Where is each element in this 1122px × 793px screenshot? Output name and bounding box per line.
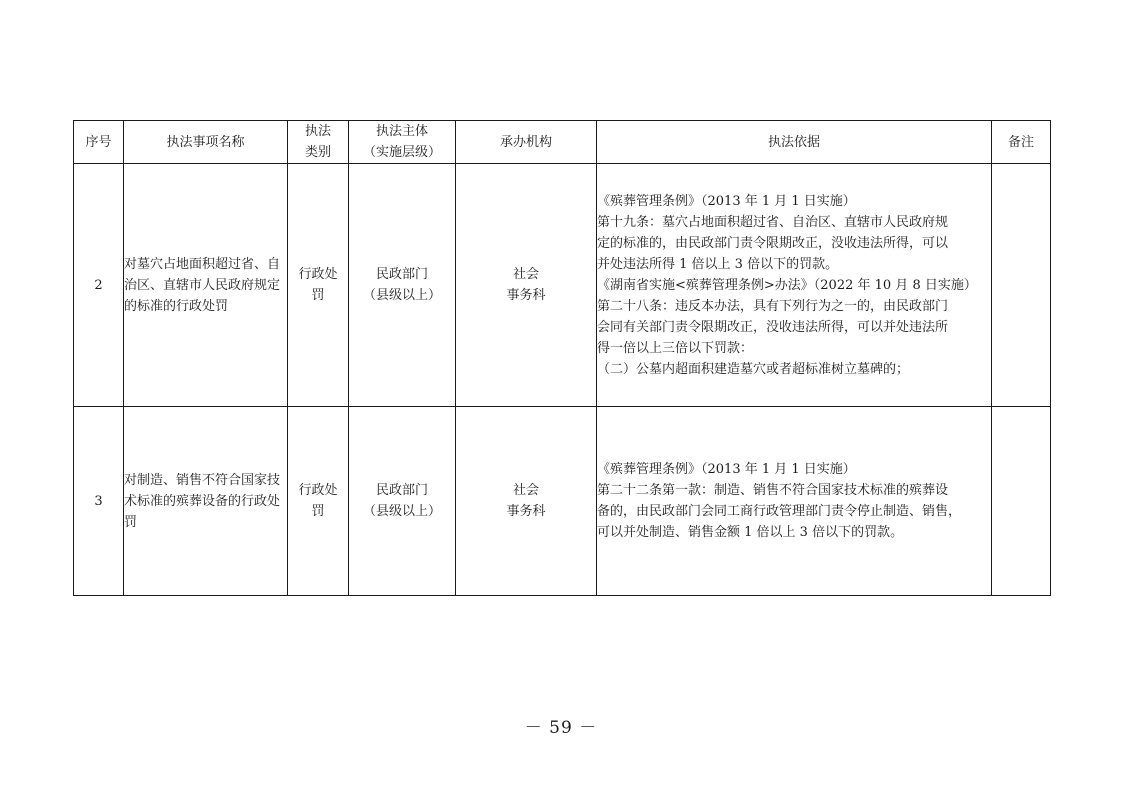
- basis-line: 《湖南省实施<殡葬管理条例>办法》（2022 年 10 月 8 日实施）: [597, 277, 977, 293]
- cell-seq: 3: [74, 407, 124, 596]
- cell-subject-line-1: 民政部门: [375, 483, 428, 498]
- cell-agency-line-1: 社会: [512, 483, 539, 498]
- basis-line: 得一倍以上三倍以下罚款：: [597, 340, 754, 356]
- cell-category: [288, 407, 349, 596]
- cell-category: [288, 164, 349, 407]
- basis-line: 第二十八条：违反本办法，具有下列行为之一的，由民政部门: [597, 298, 949, 314]
- cell-agency-line-2: 事务科: [506, 504, 546, 519]
- basis-line: 定的标准的，由民政部门责令限期改正，没收违法所得，可以: [597, 235, 949, 251]
- header-category: [288, 121, 349, 164]
- header-subject-line-1: 执法主体: [375, 124, 428, 139]
- cell-category-line-1: 行政处: [298, 267, 338, 282]
- header-category-line-2: 类别: [304, 145, 331, 160]
- header-seq: 序号: [74, 121, 124, 164]
- cell-subject: [349, 164, 456, 407]
- cell-subject: [349, 407, 456, 596]
- header-remarks: 备注: [992, 121, 1051, 164]
- header-subject-line-2: （实施层级）: [362, 145, 441, 160]
- basis-line: 备的，由民政部门会同工商行政管理部门责令停止制造、销售，: [597, 504, 962, 519]
- cell-remarks: [992, 164, 1051, 407]
- cell-seq: 2: [74, 164, 124, 407]
- cell-agency-line-1: 社会: [512, 267, 539, 282]
- table-header-row: [74, 121, 1051, 164]
- cell-agency-line-2: 事务科: [506, 288, 546, 303]
- cell-basis: [597, 407, 992, 596]
- basis-line: 第十九条：墓穴占地面积超过省、自治区、直辖市人民政府规: [597, 214, 949, 230]
- header-subject: [349, 121, 456, 164]
- page-number: － 59 －: [524, 718, 598, 738]
- header-agency: 承办机构: [456, 121, 597, 164]
- cell-item-name: 对墓穴占地面积超过省、自治区、直辖市人民政府规定的标准的行政处罚: [124, 164, 288, 407]
- cell-agency: [456, 407, 597, 596]
- header-basis: 执法依据: [597, 121, 992, 164]
- law-enforcement-table: [73, 120, 1051, 596]
- basis-line: 可以并处制造、销售金额 1 倍以上 3 倍以下的罚款。: [597, 525, 904, 540]
- header-item-name: 执法事项名称: [124, 121, 288, 164]
- basis-line: 会同有关部门责令限期改正，没收违法所得，可以并处违法所: [597, 319, 949, 335]
- basis-line: 第二十二条第一款：制造、销售不符合国家技术标准的殡葬设: [597, 483, 949, 498]
- cell-basis: [597, 164, 992, 407]
- cell-subject-line-2: （县级以上）: [362, 504, 441, 519]
- cell-category-line-2: 罚: [311, 288, 325, 303]
- cell-category-line-2: 罚: [311, 504, 325, 519]
- cell-category-line-1: 行政处: [298, 483, 338, 498]
- cell-remarks: [992, 407, 1051, 596]
- cell-subject-line-1: 民政部门: [375, 267, 428, 282]
- cell-item-name: 对制造、销售不符合国家技术标准的殡葬设备的行政处罚: [124, 407, 288, 596]
- basis-line: 《殡葬管理条例》（2013 年 1 月 1 日实施）: [597, 462, 856, 477]
- cell-agency: [456, 164, 597, 407]
- basis-line: （二）公墓内超面积建造墓穴或者超标准树立墓碑的；: [597, 361, 910, 377]
- basis-line: 《殡葬管理条例》（2013 年 1 月 1 日实施）: [597, 193, 856, 209]
- cell-subject-line-2: （县级以上）: [362, 288, 441, 303]
- header-category-line-1: 执法: [304, 124, 331, 139]
- table-row: [74, 164, 1051, 407]
- table-row: [74, 407, 1051, 596]
- basis-line: 并处违法所得 1 倍以上 3 倍以下的罚款。: [597, 256, 839, 272]
